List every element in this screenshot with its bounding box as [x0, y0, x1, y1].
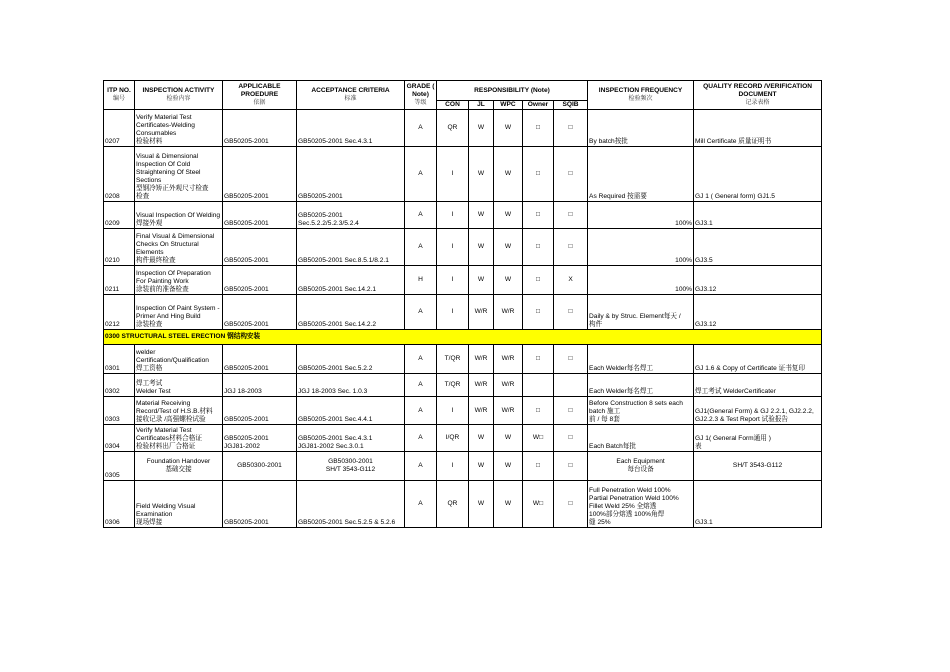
record-cell: Mill Certificate 质量证明书	[694, 110, 822, 147]
activity-cell: Visual Inspection Of Welding 焊接外观	[135, 202, 223, 229]
criteria-cell: GB50205-2001 Sec.5.2.2	[297, 345, 405, 374]
record-cell: GJ 1.6 & Copy of Certificate 证书复印	[694, 345, 822, 374]
itp-cell: 0305	[104, 452, 135, 481]
frequency-cell: 100%	[588, 266, 694, 295]
itp-cell: 0210	[104, 229, 135, 266]
owner-cell: □	[523, 397, 554, 425]
table-row	[104, 147, 822, 202]
owner-cell: □	[523, 295, 554, 330]
record-cell: GJ3.5	[694, 229, 822, 266]
con-cell: QR	[437, 481, 469, 528]
table-row	[104, 397, 822, 425]
owner-cell	[523, 374, 554, 397]
jl-cell: W/R	[469, 345, 494, 374]
frequency-cell: Each Welder每名焊工	[588, 345, 694, 374]
itp-cell: 0208	[104, 147, 135, 202]
jl-cell: W/R	[469, 374, 494, 397]
activity-cell: Visual & Dimensional Inspection Of Cold Straightening Of Steel Sections 型钢冷矫正外观尺寸检查 检查	[135, 147, 223, 202]
itp-cell: 0302	[104, 374, 135, 397]
criteria-cell: GB50300-2001 SH/T 3543-G112	[297, 452, 405, 481]
procedure-cell: JGJ 18-2003	[223, 374, 297, 397]
criteria-cell: GB50205-2001	[297, 147, 405, 202]
record-cell: GJ1(General Form) & GJ 2.2.1, GJ2.2.2, GJ2.2.3 & Test Report 试验报告	[694, 397, 822, 425]
frequency-cell: As Required 按需要	[588, 147, 694, 202]
criteria-cell: GB50205-2001 Sec.5.2.5 & 5.2.6	[297, 481, 405, 528]
itp-cell: 0212	[104, 295, 135, 330]
grade-cell: A	[405, 345, 437, 374]
con-cell: I/QR	[437, 425, 469, 452]
procedure-cell: GB50205-2001	[223, 481, 297, 528]
con-cell: T/QR	[437, 374, 469, 397]
jl-cell: W	[469, 452, 494, 481]
procedure-cell: GB50205-2001	[223, 295, 297, 330]
record-cell: GJ3.1	[694, 202, 822, 229]
criteria-cell: GB50205-2001 Sec.14.2.2	[297, 295, 405, 330]
activity-cell: 焊工考试 Welder Test	[135, 374, 223, 397]
frequency-cell: Each Welder每名焊工	[588, 374, 694, 397]
jl-cell: W/R	[469, 295, 494, 330]
jl-cell: W	[469, 266, 494, 295]
record-cell: GJ 1( General Form通用 ) 表	[694, 425, 822, 452]
itp-cell: 0306	[104, 481, 135, 528]
jl-cell: W/R	[469, 397, 494, 425]
procedure-cell: GB50205-2001	[223, 202, 297, 229]
wpc-cell: W/R	[494, 295, 523, 330]
record-cell: GJ3.12	[694, 266, 822, 295]
wpc-cell: W	[494, 229, 523, 266]
table-row	[104, 345, 822, 374]
jl-cell: W	[469, 147, 494, 202]
sqib-cell: □	[554, 397, 588, 425]
frequency-cell: Before Construction 8 sets each batch 施工 前 / 每 8套	[588, 397, 694, 425]
section-title: 0300 STRUCTURAL STEEL ERECTION 钢结构安装	[104, 330, 822, 345]
header-owner: Owner	[523, 101, 554, 110]
section-header-row	[104, 330, 822, 345]
sqib-cell: □	[554, 202, 588, 229]
con-cell: T/QR	[437, 345, 469, 374]
table-row	[104, 374, 822, 397]
header-con: CON	[437, 101, 469, 110]
itp-cell: 0207	[104, 110, 135, 147]
sqib-cell: □	[554, 425, 588, 452]
itp-table	[103, 80, 822, 528]
record-cell: GJ3.12	[694, 295, 822, 330]
wpc-cell: W	[494, 110, 523, 147]
criteria-cell: GB50205-2001 Sec.14.2.1	[297, 266, 405, 295]
sqib-cell: □	[554, 229, 588, 266]
jl-cell: W	[469, 425, 494, 452]
con-cell: I	[437, 295, 469, 330]
procedure-cell: GB50300-2001	[223, 452, 297, 481]
header-inspection-frequency: INSPECTION FREQUENCY 检验频次	[588, 81, 694, 110]
wpc-cell: W	[494, 147, 523, 202]
criteria-cell: GB50205-2001 Sec.4.4.1	[297, 397, 405, 425]
wpc-cell: W	[494, 266, 523, 295]
frequency-cell: Each Batch每批	[588, 425, 694, 452]
record-cell: GJ3.1	[694, 481, 822, 528]
header-acceptance-criteria: ACCEPTANCE CRITERIA 标准	[297, 81, 405, 110]
procedure-cell: GB50205-2001	[223, 229, 297, 266]
procedure-cell: GB50205-2001	[223, 147, 297, 202]
activity-cell: Verify Material Test Certificates材料合格证 检验材料出厂合格证	[135, 425, 223, 452]
jl-cell: W	[469, 110, 494, 147]
owner-cell: □	[523, 202, 554, 229]
jl-cell: W	[469, 202, 494, 229]
owner-cell: □	[523, 452, 554, 481]
table-row	[104, 110, 822, 147]
activity-cell: Field Welding Visual Examination 现场焊接	[135, 481, 223, 528]
owner-cell: □	[523, 110, 554, 147]
header-grade: GRADE ( Note) 等级	[405, 81, 437, 110]
criteria-cell: GB50205-2001 Sec.4.3.1	[297, 110, 405, 147]
wpc-cell: W	[494, 202, 523, 229]
activity-cell: Material Receiving Record/Test of H.S.B.材料 接收记录 /高强螺栓试验	[135, 397, 223, 425]
table-row	[104, 425, 822, 452]
con-cell: I	[437, 266, 469, 295]
owner-cell: □	[523, 229, 554, 266]
itp-cell: 0304	[104, 425, 135, 452]
itp-cell: 0209	[104, 202, 135, 229]
grade-cell: A	[405, 425, 437, 452]
header-applicable-procedure: APPLICABLE PROEDURE 依据	[223, 81, 297, 110]
record-cell: GJ 1 ( General form) GJ1.5	[694, 147, 822, 202]
header-jl: JL	[469, 101, 494, 110]
criteria-cell: GB50205-2001 Sec.5.2.2/5.2.3/5.2.4	[297, 202, 405, 229]
owner-cell: □	[523, 345, 554, 374]
header-wpc: WPC	[494, 101, 523, 110]
con-cell: QR	[437, 110, 469, 147]
itp-cell: 0211	[104, 266, 135, 295]
owner-cell: □	[523, 147, 554, 202]
wpc-cell: W/R	[494, 374, 523, 397]
table-row	[104, 202, 822, 229]
con-cell: I	[437, 202, 469, 229]
frequency-cell: Each Equipment 每台设备	[588, 452, 694, 481]
grade-cell: A	[405, 295, 437, 330]
con-cell: I	[437, 452, 469, 481]
grade-cell: H	[405, 266, 437, 295]
sqib-cell: X	[554, 266, 588, 295]
table-row	[104, 481, 822, 528]
grade-cell: A	[405, 397, 437, 425]
frequency-cell: By batch按批	[588, 110, 694, 147]
sqib-cell: □	[554, 110, 588, 147]
itp-cell: 0303	[104, 397, 135, 425]
activity-cell: Foundation Handover 基础交接	[135, 452, 223, 481]
grade-cell: A	[405, 374, 437, 397]
criteria-cell: GB50205-2001 Sec.4.3.1 JGJ81-2002 Sec.3.0.1	[297, 425, 405, 452]
table-row	[104, 266, 822, 295]
grade-cell: A	[405, 110, 437, 147]
sqib-cell	[554, 374, 588, 397]
activity-cell: Verify Material Test Certificates-Welding Consumables 检验材料	[135, 110, 223, 147]
frequency-cell: Daily & by Struc. Element每天 / 构件	[588, 295, 694, 330]
frequency-cell: 100%	[588, 202, 694, 229]
jl-cell: W	[469, 229, 494, 266]
wpc-cell: W	[494, 481, 523, 528]
grade-cell: A	[405, 452, 437, 481]
header-sqib: SQIB	[554, 101, 588, 110]
activity-cell: Inspection Of Preparation For Painting Work 涂装前的准备检查	[135, 266, 223, 295]
frequency-cell: Full Penetration Weld 100% Partial Penetration Weld 100% Fillet Weld 25% 全熔透 100%部分熔透 100%角焊 缝 25%	[588, 481, 694, 528]
procedure-cell: GB50205-2001	[223, 345, 297, 374]
sqib-cell: □	[554, 295, 588, 330]
table-row	[104, 452, 822, 481]
sqib-cell: □	[554, 452, 588, 481]
criteria-cell: GB50205-2001 Sec.8.5.1/8.2.1	[297, 229, 405, 266]
grade-cell: A	[405, 481, 437, 528]
jl-cell: W	[469, 481, 494, 528]
owner-cell: W□	[523, 481, 554, 528]
header-itp-no: ITP NO. 编号	[104, 81, 135, 110]
con-cell: I	[437, 229, 469, 266]
procedure-cell: GB50205-2001	[223, 110, 297, 147]
wpc-cell: W/R	[494, 397, 523, 425]
table-row	[104, 295, 822, 330]
wpc-cell: W/R	[494, 345, 523, 374]
con-cell: I	[437, 147, 469, 202]
wpc-cell: W	[494, 425, 523, 452]
record-cell: SH/T 3543-G112	[694, 452, 822, 481]
sqib-cell: □	[554, 481, 588, 528]
frequency-cell: 100%	[588, 229, 694, 266]
grade-cell: A	[405, 229, 437, 266]
header-responsibility: RESPONSIBILITY (Note)	[437, 81, 588, 101]
wpc-cell: W	[494, 452, 523, 481]
record-cell: 焊工考试 WelderCertificater	[694, 374, 822, 397]
activity-cell: Inspection Of Paint System -Primer And Hing Build 涂装检查	[135, 295, 223, 330]
owner-cell: □	[523, 266, 554, 295]
criteria-cell: JGJ 18-2003 Sec. 1.0.3	[297, 374, 405, 397]
grade-cell: A	[405, 202, 437, 229]
activity-cell: welder Certification/Qualification 焊工资格	[135, 345, 223, 374]
sqib-cell: □	[554, 345, 588, 374]
header-inspection-activity: INSPECTION ACTIVITY 检验内容	[135, 81, 223, 110]
header-quality-record: QUALITY RECORD /VERIFICATION DOCUMENT 记录表格	[694, 81, 822, 110]
procedure-cell: GB50205-2001	[223, 266, 297, 295]
owner-cell: W□	[523, 425, 554, 452]
con-cell: I	[437, 397, 469, 425]
activity-cell: Final Visual & Dimensional Checks On Structural Elements 构件最终检查	[135, 229, 223, 266]
grade-cell: A	[405, 147, 437, 202]
table-row	[104, 229, 822, 266]
itp-document	[103, 80, 821, 528]
itp-cell: 0301	[104, 345, 135, 374]
sqib-cell: □	[554, 147, 588, 202]
procedure-cell: GB50205-2001	[223, 397, 297, 425]
procedure-cell: GB50205-2001 JGJ81-2002	[223, 425, 297, 452]
